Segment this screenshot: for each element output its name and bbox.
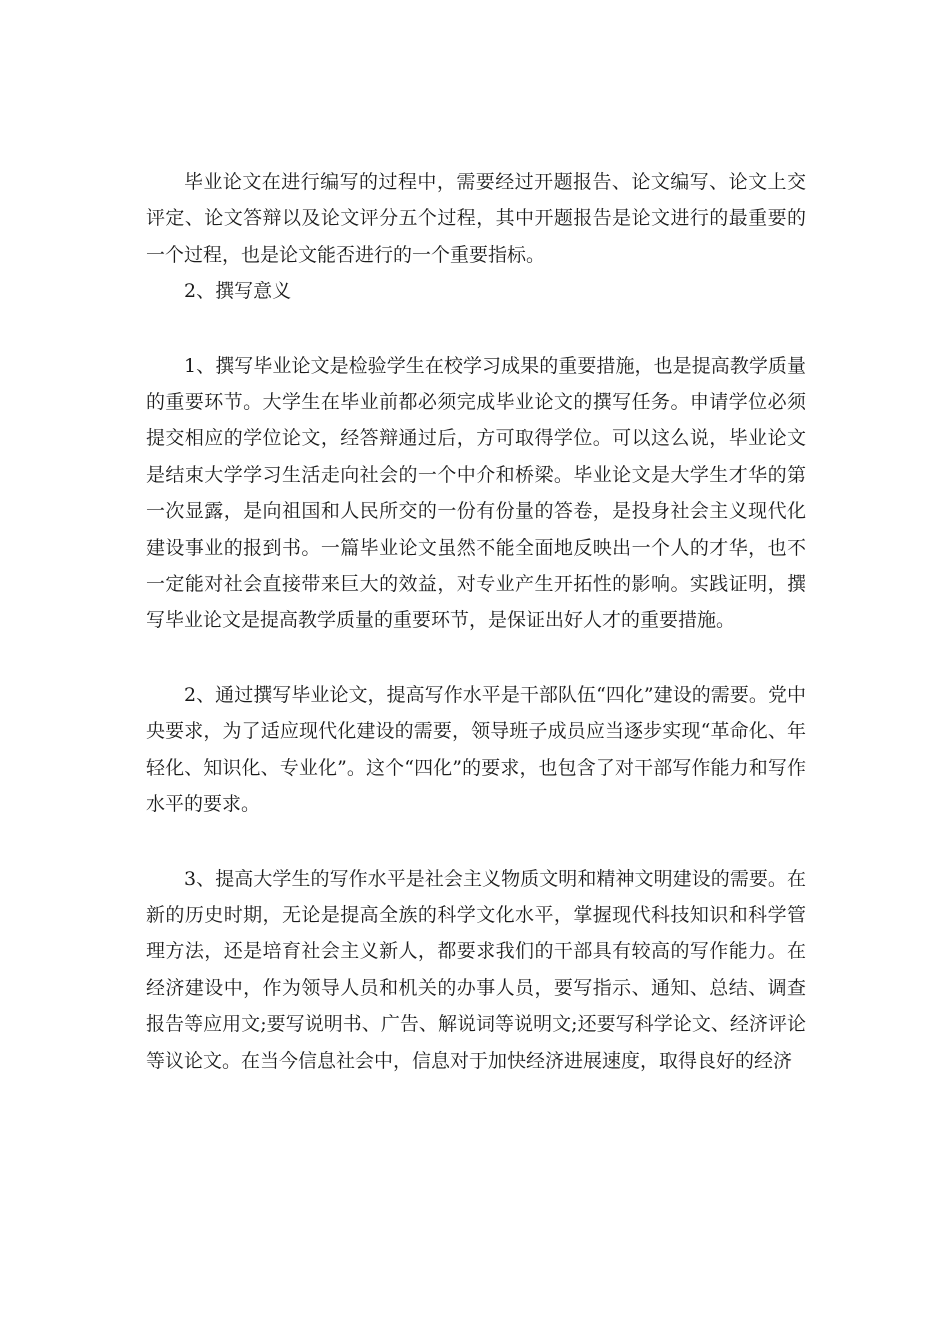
document-body bbox=[146, 164, 806, 1079]
paragraph-point-1: 1、撰写毕业论文是检验学生在校学习成果的重要措施，也是提高教学质量的重要环节。大学生在毕业前都必须完成毕业论文的撰写任务。申请学位必须提交相应的学位论文，经答辩通过后，方可取得学位。可以这么说，毕业论文是结束大学学习生活走向社会的一个中介和桥梁。毕业论文是大学生才华的第一次显露，是向祖国和人民所交的一份有份量的答卷，是投身社会主义现代化建设事业的报到书。一篇毕业论文虽然不能全面地反映出一个人的才华，也不一定能对社会直接带来巨大的效益，对专业产生开拓性的影响。实践证明，撰写毕业论文是提高教学质量的重要环节，是保证出好人才的重要措施。 bbox=[146, 354, 806, 632]
section-heading: 2、撰写意义 bbox=[184, 280, 292, 303]
intro-paragraph: 毕业论文在进行编写的过程中，需要经过开题报告、论文编写、论文上交评定、论文答辩以及论文评分五个过程，其中开题报告是论文进行的最重要的一个过程，也是论文能否进行的一个重要指标。 bbox=[146, 171, 806, 266]
paragraph-point-3: 3、提高大学生的写作水平是社会主义物质文明和精神文明建设的需要。在新的历史时期，无论是提高全族的科学文化水平，掌握现代科技知识和科学管理方法，还是培育社会主义新人，都要求我们的干部具有较高的写作能力。在经济建设中，作为领导人员和机关的办事人员，要写指示、通知、总结、调查报告等应用文;要写说明书、广告、解说词等说明文;还要写科学论文、经济评论等议论文。在当今信息社会中，信息对于加快经济进展速度，取得良好的经济 bbox=[146, 867, 806, 1072]
paragraph-point-2: 2、通过撰写毕业论文，提高写作水平是干部队伍“四化”建设的需要。党中央要求，为了适应现代化建设的需要，领导班子成员应当逐步实现“革命化、年轻化、知识化、专业化”。这个“四化”的要求，也包含了对干部写作能力和写作水平的要求。 bbox=[146, 683, 806, 816]
